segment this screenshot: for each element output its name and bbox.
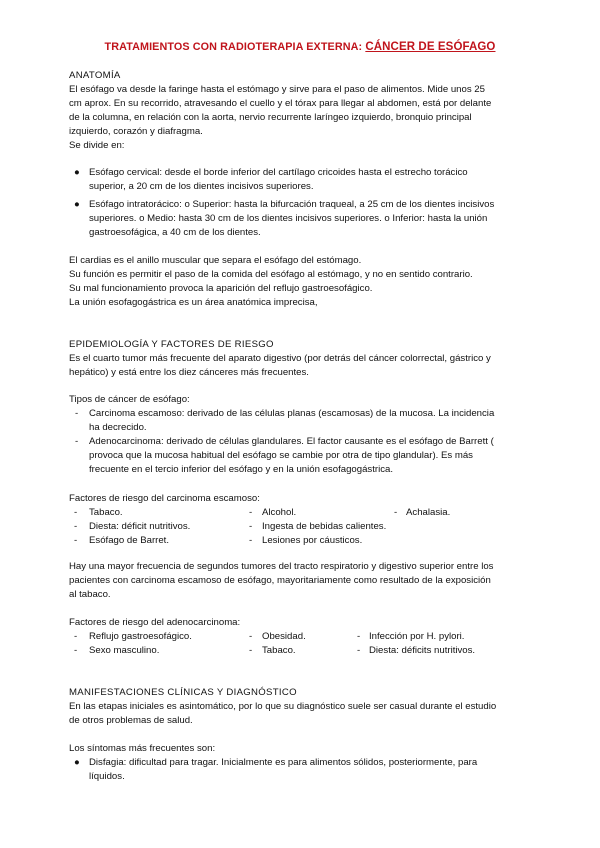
text-line: de otros problemas de salud. xyxy=(69,715,193,726)
sintomas-label: Los síntomas más frecuentes son: xyxy=(69,743,216,754)
text-line: Su función es permitir el paso de la comida del esófago al estómago, y no en sentido contrario. xyxy=(69,269,473,280)
title-main: TRATAMIENTOS CON RADIOTERAPIA EXTERNA: xyxy=(104,41,363,53)
document-title xyxy=(0,40,600,54)
bullet-list-divisiones-2 xyxy=(69,198,539,240)
factor-cell: Reflujo gastroesofágico. xyxy=(89,631,192,642)
list-item-line: provoca que la mucosa habitual del esófago se cambie por otra de tipo glandular). Es más xyxy=(89,450,473,461)
text-line: En las etapas iniciales es asintomático, por lo que su diagnóstico suele ser casual durante el estudio xyxy=(69,701,497,712)
cardias-paragraph xyxy=(69,254,539,310)
dash-marker: - xyxy=(74,535,78,546)
escamoso-label: Factores de riesgo del carcinoma escamoso: xyxy=(69,493,260,504)
factor-cell: Alcohol. xyxy=(262,507,297,518)
section-manifestaciones xyxy=(69,686,539,728)
adeno-label: Factores de riesgo del adenocarcinoma: xyxy=(69,617,241,628)
frecuencia-paragraph xyxy=(69,560,539,602)
text-line: de la columna, en relación con la aorta, nervio recurrente laríngeo izquierdo, bronquio principal xyxy=(69,112,472,123)
factor-cell: Tabaco. xyxy=(89,507,123,518)
list-item-line: líquidos. xyxy=(89,771,125,782)
dash-marker: - xyxy=(74,507,78,518)
list-item-line: ha decrecido. xyxy=(89,422,147,433)
bullet-list-divisiones xyxy=(69,166,539,194)
text-line: pacientes con carcinoma escamoso de esófago, mayoritariamente como resultado de la exposición xyxy=(69,575,491,586)
dash-marker: - xyxy=(75,436,79,447)
sintomas-list xyxy=(69,742,539,784)
table-row xyxy=(69,534,539,548)
list-item xyxy=(69,435,539,477)
tipos-cancer xyxy=(69,393,539,477)
factor-cell: Esófago de Barret. xyxy=(89,535,169,546)
list-item xyxy=(69,166,539,194)
dash-marker: - xyxy=(74,521,78,532)
text-line: La unión esofagogástrica es un área anatómica imprecisa, xyxy=(69,297,318,308)
tipos-label: Tipos de cáncer de esófago: xyxy=(69,394,190,405)
factor-cell: Diesta: déficits nutritivos. xyxy=(369,645,476,656)
text-line: El esófago va desde la faringe hasta el estómago y sirve para el paso de alimentos. Mide unos 25 xyxy=(69,84,485,95)
table-row xyxy=(69,520,539,534)
list-item-line: superior, a 20 cm de los dientes incisivos superiores. xyxy=(89,181,314,192)
text-line: Se divide en: xyxy=(69,140,125,151)
factor-cell: Ingesta de bebidas calientes. xyxy=(262,521,387,532)
bullet-marker: ● xyxy=(74,167,80,178)
section-heading-epidemiologia: EPIDEMIOLOGÍA Y FACTORES DE RIESGO xyxy=(69,339,274,350)
section-heading-anatomia: ANATOMÍA xyxy=(69,70,121,81)
table-row xyxy=(69,630,539,644)
list-item-line: Disfagia: dificultad para tragar. Inicialmente es para alimentos sólidos, posteriormente, para xyxy=(89,757,478,768)
list-item xyxy=(69,756,539,784)
list-item-line: superiores. o Medio: hasta 30 cm de los dientes incisivos superiores. o Inferior: hasta la unión xyxy=(89,213,488,224)
factor-cell: Infección por H. pylori. xyxy=(369,631,465,642)
factor-cell: Sexo masculino. xyxy=(89,645,160,656)
factor-cell: Lesiones por cáusticos. xyxy=(262,535,363,546)
section-anatomia xyxy=(69,69,539,153)
text-line: Es el cuarto tumor más frecuente del aparato digestivo (por detrás del cáncer colorrectal, gástrico y xyxy=(69,353,491,364)
dash-marker: - xyxy=(249,507,253,518)
dash-marker: - xyxy=(249,535,253,546)
list-item-line: Carcinoma escamoso: derivado de las células planas (escamosas) de la mucosa. La incidencia xyxy=(89,408,495,419)
dash-marker: - xyxy=(249,631,253,642)
dash-marker: - xyxy=(75,408,79,419)
text-line: izquierdo, corazón y diafragma. xyxy=(69,126,203,137)
list-item xyxy=(69,407,539,435)
factores-escamoso xyxy=(69,492,539,548)
list-item-line: Esófago intratorácico: o Superior: hasta la bifurcación traqueal, a 25 cm de los dientes incisivos xyxy=(89,199,495,210)
title-subtitle: CÁNCER DE ESÓFAGO xyxy=(365,41,496,53)
section-epidemiologia xyxy=(69,338,539,380)
text-line: al tabaco. xyxy=(69,589,111,600)
list-item-line: gastroesofágica, a 40 cm de los dientes. xyxy=(89,227,261,238)
list-item-line: Adenocarcinoma: derivado de células glandulares. El factor causante es el esófago de Barrett ( xyxy=(89,436,494,447)
text-line: hepático) y está entre los diez cánceres más frecuentes. xyxy=(69,367,309,378)
factor-cell: Tabaco. xyxy=(262,645,296,656)
dash-marker: - xyxy=(249,645,253,656)
text-line: cm aprox. En su recorrido, atravesando el cuello y el tórax para llegar al abdomen, está por delante xyxy=(69,98,492,109)
text-line: El cardias es el anillo muscular que separa el esófago del estómago. xyxy=(69,255,362,266)
bullet-marker: ● xyxy=(74,199,80,210)
list-item xyxy=(69,198,539,240)
dash-marker: - xyxy=(249,521,253,532)
dash-marker: - xyxy=(74,645,78,656)
factores-adenocarcinoma xyxy=(69,616,539,658)
dash-marker: - xyxy=(394,507,398,518)
bullet-marker: ● xyxy=(74,757,80,768)
table-row xyxy=(69,644,539,658)
factor-cell: Diesta: déficit nutritivos. xyxy=(89,521,191,532)
factor-cell: Achalasia. xyxy=(406,507,451,518)
dash-marker: - xyxy=(357,645,361,656)
table-row xyxy=(69,506,539,520)
section-heading-manifestaciones: MANIFESTACIONES CLÍNICAS Y DIAGNÓSTICO xyxy=(69,687,297,698)
text-line: Su mal funcionamiento provoca la aparición del reflujo gastroesofágico. xyxy=(69,283,373,294)
dash-marker: - xyxy=(74,631,78,642)
text-line: Hay una mayor frecuencia de segundos tumores del tracto respiratorio y digestivo superior entre los xyxy=(69,561,494,572)
list-item-line: Esófago cervical: desde el borde inferior del cartílago cricoides hasta el estrecho torácico xyxy=(89,167,468,178)
list-item-line: frecuente en el tercio inferior del esófago y en la unión esofagogástrica. xyxy=(89,464,393,475)
factor-cell: Obesidad. xyxy=(262,631,306,642)
dash-marker: - xyxy=(357,631,361,642)
